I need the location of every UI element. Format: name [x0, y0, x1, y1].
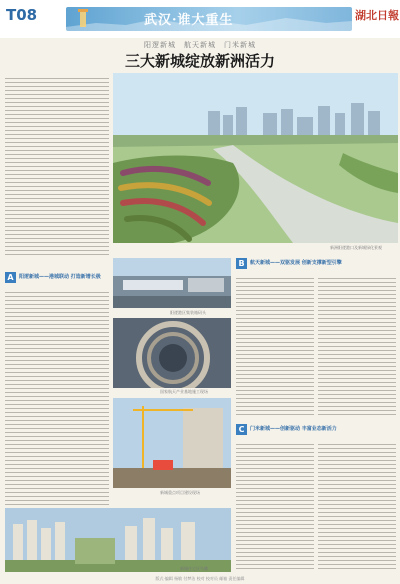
intro-text-block: [5, 76, 109, 256]
section-a-title: 阳逻新城——港城联动 打造新增长极: [19, 274, 101, 280]
newspaper-logo: 湖北日報: [355, 9, 399, 22]
section-b-text-col1: [236, 276, 314, 416]
section-c-title: 门米新城——创新驱动 丰富业态新活力: [250, 426, 337, 432]
photo-4-caption: 新城重点项目建设现场: [160, 490, 200, 495]
banner-title: 武汉·谁大重生: [144, 13, 234, 28]
page-number: T08: [6, 6, 38, 24]
section-a-text: [5, 290, 109, 510]
photo-aerial: [5, 508, 231, 572]
main-photo: [113, 73, 398, 243]
photo-3-caption: 国家航天产业基地施工现场: [160, 389, 208, 394]
section-b-badge: B: [236, 258, 247, 269]
photo-construction: [113, 398, 231, 488]
section-a-badge: A: [5, 272, 16, 283]
photo-2-caption: 阳逻港区集装箱码头: [170, 310, 206, 315]
section-c-text-col2: [318, 442, 396, 570]
main-photo-caption: 新洲阳逻港口及新城绿化景观: [330, 245, 382, 250]
photo-port: [113, 258, 231, 308]
photo-tunnel: [113, 318, 231, 388]
photo-5-caption: 新城住宅区鸟瞰: [180, 566, 208, 571]
headline: 三大新城绽放新洲活力: [124, 52, 275, 70]
section-c-badge: C: [236, 424, 247, 435]
subheadline: 阳逻新城 航天新城 门米新城: [144, 41, 256, 49]
page-footer: 版式·编辑 杨敏 付梦洁 校对 校对员 邮箱 责任编辑: [155, 576, 245, 581]
section-b-title: 航天新城——双驱发展 创新支撑新型引擎: [250, 260, 342, 266]
section-b-text-col2: [318, 276, 396, 416]
section-c-text-col1: [236, 442, 314, 570]
